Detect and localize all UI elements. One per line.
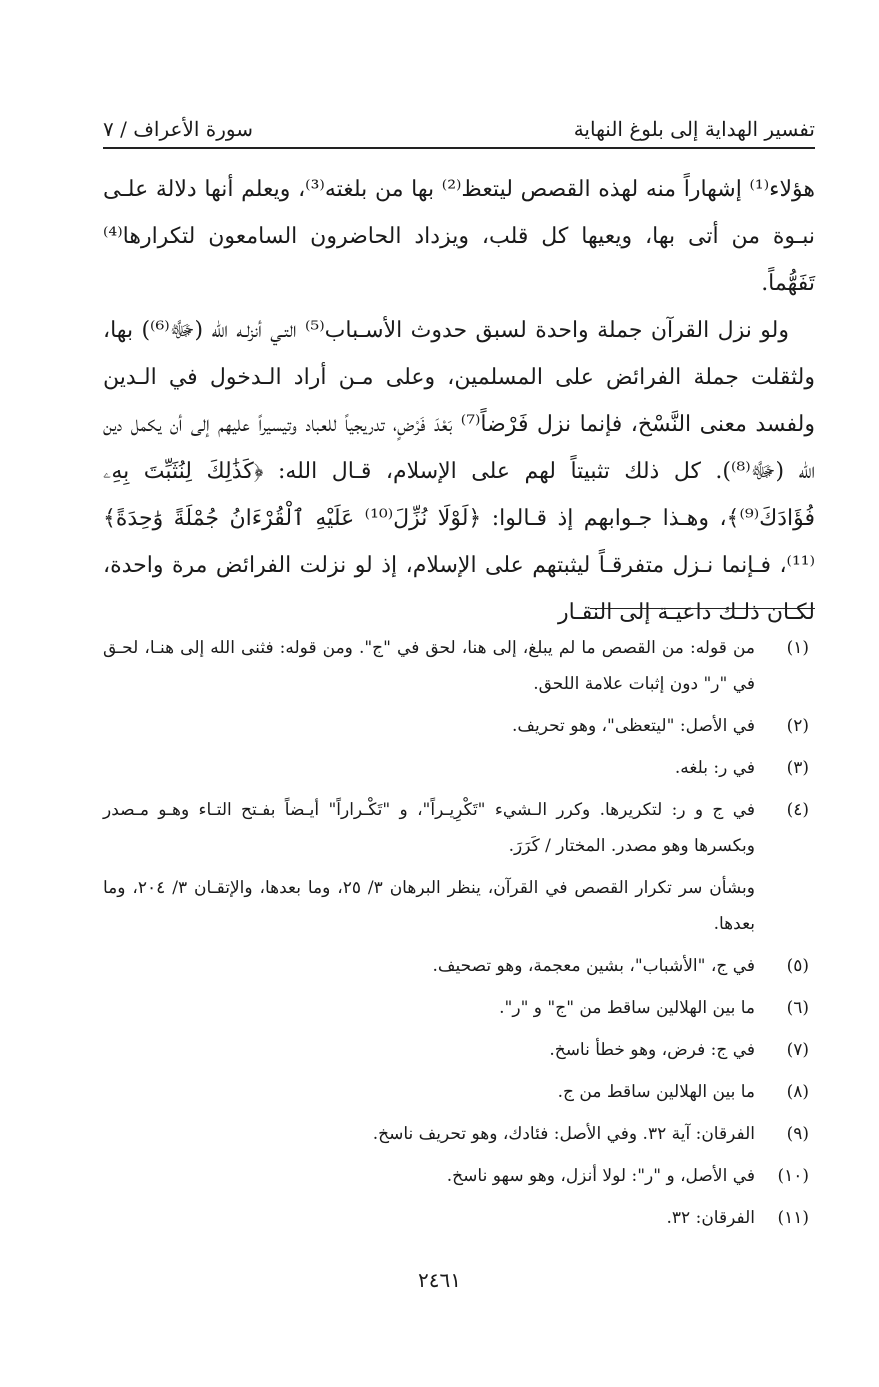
paragraph: ولو نزل القرآن جملة واحدة لسبق حدوث الأسـباب⁽⁵⁾ التـي أنزلـه الله (ﷻ⁽⁶⁾) بها، ولثقلت جملة الفرائض على المسلمين، وعلى مـن أراد الـدخول في الـدين ولفسد معنى النَّسْخ، فإنما نزل فَرْضاً⁽⁷⁾ بَعْدَ فَرْضٍ، تدريجياً للعباد وتيسيراً عليهم إلى أن يكمل دين الله (ﷻ⁽⁸⁾). كل ذلك تثبيتاً لهم على الإسلام، قـال الله: ﴿كَذَٰلِكَ لِنُثَبِّتَ بِهِۦ فُؤَادَكَ⁽⁹⁾﴾، وهـذا جـوابهم إذ قـالوا: ﴿لَوْلَا نُزِّلَ⁽¹⁰⁾ عَلَيْهِ ٱلْقُرْءَانُ جُمْلَةً وَٰحِدَةً﴾⁽¹¹⁾، فـإنما نـزل متفرقـاً ليثبتهم على الإسلام، إذ لو نزلت الفرائض مرة واحدة، لكـان ذلـك داعيـة إلى النقـار <box>103 318 816 625</box>
footnote-item <box>103 630 815 702</box>
footnote-number: (١٠) <box>777 1166 809 1186</box>
footnote-number: (٦) <box>786 998 809 1018</box>
footnote-divider <box>590 608 815 609</box>
footnote-number: (٩) <box>786 1124 809 1144</box>
header-divider <box>103 147 815 149</box>
footnote-item <box>103 1200 815 1236</box>
footnote-number: (٧) <box>786 1040 809 1060</box>
footnote-text: في ج و ر: لتكريرها. وكرر الـشيء "تَكْرِيـراً"، و "تَكْـراراً" أيـضاً بفـتح التـاء وهـو مـصدر وبكسرها وهو مصدر. المختار / كَرَرَ. <box>103 800 755 856</box>
footnote-number: (٤) <box>786 800 809 820</box>
main-text <box>103 166 815 636</box>
footnote-text: ما بين الهلالين ساقط من ج. <box>557 1082 755 1102</box>
footnote-item <box>103 990 815 1026</box>
footnote-number: (٣) <box>786 758 809 778</box>
footnote-text: في ر: بلغه. <box>674 758 755 778</box>
footnotes <box>103 630 815 1242</box>
footnote-item <box>103 1074 815 1110</box>
footnote-number: (١) <box>786 638 809 658</box>
footnote-text: الفرقان: ٣٢. <box>666 1208 755 1228</box>
footnote-text: من قوله: من القصص ما لم يبلغ، إلى هنا، لحق في "ج". ومن قوله: فثنى الله إلى هنـا، لحـق في "ر" دون إثبات علامة اللحق. <box>103 638 755 694</box>
footnote-number: (٢) <box>786 716 809 736</box>
footnote-text: في ج، "الأشباب"، بشين معجمة، وهو تصحيف. <box>432 956 755 976</box>
footnote-text: الفرقان: آية ٣٢. وفي الأصل: فئادك، وهو تحريف ناسخ. <box>372 1124 755 1144</box>
footnote-number: (٥) <box>786 956 809 976</box>
page-number: ٢٤٦١ <box>418 1268 461 1292</box>
footnote-item <box>103 1158 815 1194</box>
footnote-item <box>103 792 815 864</box>
footnote-number: (٨) <box>786 1082 809 1102</box>
footnote-item <box>103 948 815 984</box>
running-header <box>103 103 815 147</box>
book-title: تفسير الهداية إلى بلوغ النهاية <box>573 117 815 141</box>
footnote-number: (١١) <box>777 1208 809 1228</box>
footnote-text: في الأصل، و "ر": لولا أنزل، وهو سهو ناسخ. <box>446 1166 755 1186</box>
footnote-text: ما بين الهلالين ساقط من "ج" و "ر". <box>499 998 755 1018</box>
footnote-text: في ج: فرض، وهو خطأ ناسخ. <box>549 1040 755 1060</box>
footnote-item <box>103 1032 815 1068</box>
footnote-item <box>103 750 815 786</box>
surah-title: سورة الأعراف / ٧ <box>103 117 254 141</box>
paragraph: هؤلاء⁽¹⁾ إشهاراً منه لهذه القصص ليتعظ⁽²⁾ بها من بلغته⁽³⁾، ويعلم أنها دلالة علـى نبـوة من أتى بها، ويعيها كل قلب، ويزداد الحاضرون السامعون لتكرارها⁽⁴⁾ تَفَهُّماً. <box>103 177 815 296</box>
footnote-continuation: وبشأن سر تكرار القصص في القرآن، ينظر البرهان ٣/ ٢٥، وما بعدها، والإتقـان ٣/ ٢٠٤، وما بعدها. <box>103 878 755 934</box>
footnote-item <box>103 1116 815 1152</box>
footnote-text: في الأصل: "ليتعظى"، وهو تحريف. <box>511 716 755 736</box>
footnote-item <box>103 708 815 744</box>
